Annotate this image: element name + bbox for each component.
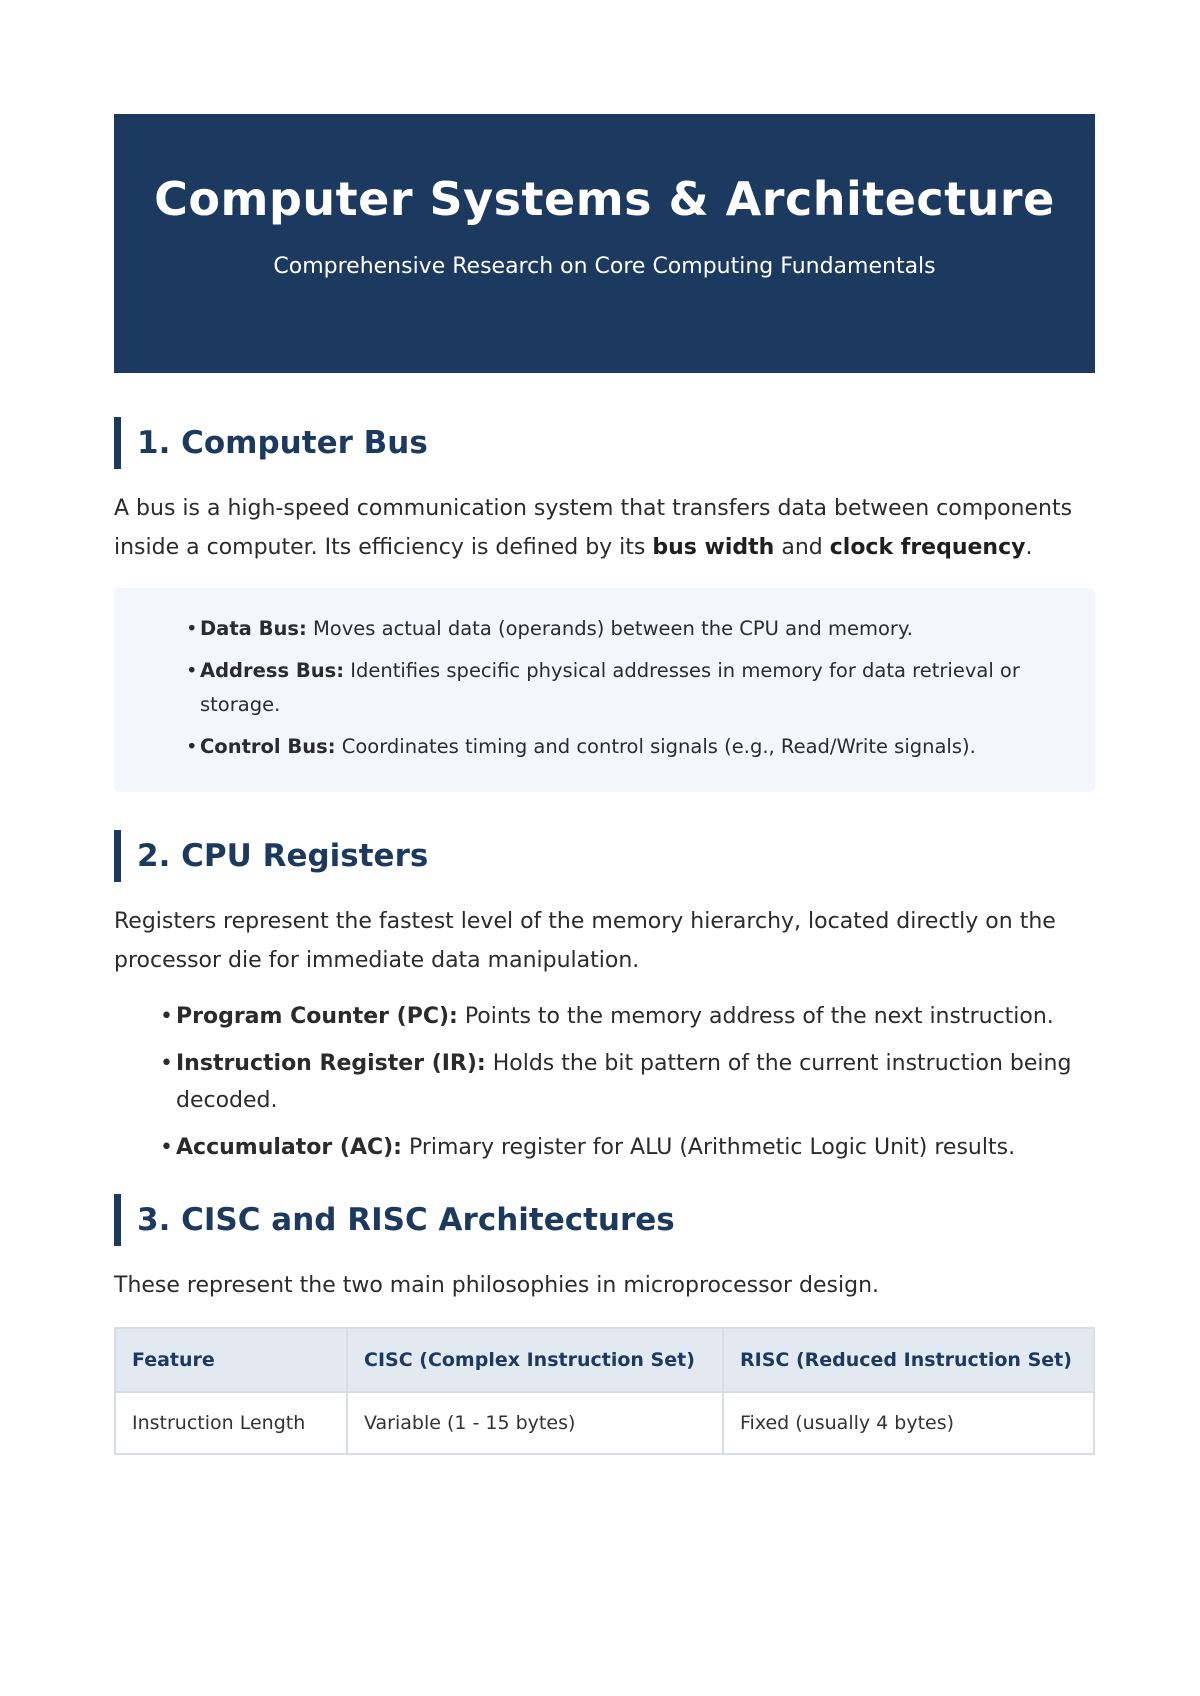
section-heading: 2. CPU Registers — [114, 830, 1095, 882]
section-computer-bus — [114, 417, 1095, 792]
intro-emphasis: bus width — [652, 535, 775, 560]
table-header-row — [115, 1328, 1094, 1392]
intro-text: . — [1025, 535, 1033, 560]
item-description: Points to the memory address of the next instruction. — [457, 1004, 1054, 1029]
column-header: CISC (Complex Instruction Set) — [347, 1328, 723, 1392]
item-term: Accumulator (AC): — [176, 1135, 402, 1160]
item-term: Instruction Register (IR): — [176, 1051, 486, 1076]
list-item — [186, 654, 1035, 722]
item-description: Identifies specific physical addresses in memory for data retrieval or storage. — [200, 659, 1020, 716]
title-banner — [114, 114, 1095, 373]
item-term: Program Counter (PC): — [176, 1004, 458, 1029]
list-item — [186, 730, 1035, 764]
section-heading: 3. CISC and RISC Architectures — [114, 1194, 1095, 1246]
column-header: Feature — [115, 1328, 347, 1392]
document-subtitle: Comprehensive Research on Core Computing Fundamentals — [273, 254, 936, 280]
item-description: Holds the bit pattern of the current instruction being decoded. — [176, 1051, 1072, 1113]
section-intro: These represent the two main philosophies in microprocessor design. — [114, 1273, 880, 1298]
item-description: Primary register for ALU (Arithmetic Logic Unit) results. — [401, 1135, 1016, 1160]
table-cell: Fixed (usually 4 bytes) — [723, 1392, 1094, 1454]
column-header: RISC (Reduced Instruction Set) — [723, 1328, 1094, 1392]
section-cpu-registers — [114, 830, 1095, 1166]
intro-text: and — [774, 535, 830, 560]
bus-types-box — [114, 588, 1095, 792]
bus-types-list — [186, 612, 1035, 764]
section-heading: 1. Computer Bus — [114, 417, 1095, 469]
document-title: Computer Systems & Architecture — [154, 172, 1055, 226]
table-cell: Variable (1 - 15 bytes) — [347, 1392, 723, 1454]
table-row — [115, 1392, 1094, 1454]
register-list — [114, 998, 1095, 1166]
item-term: Control Bus: — [200, 735, 336, 758]
item-term: Address Bus: — [200, 659, 345, 682]
section-cisc-risc — [114, 1194, 1095, 1455]
intro-emphasis: clock frequency — [829, 535, 1026, 560]
section-intro: Registers represent the fastest level of the memory hierarchy, located directly on the processor die for immediate data manipulation. — [114, 909, 1056, 973]
intro-text: A bus is a high-speed communication system that transfers data between components inside a computer. Its efficiency is defined by its — [114, 496, 1073, 560]
item-description: Coordinates timing and control signals (e.g., Read/Write signals). — [335, 735, 976, 758]
table-cell: Instruction Length — [115, 1392, 347, 1454]
item-term: Data Bus: — [200, 617, 307, 640]
item-description: Moves actual data (operands) between the CPU and memory. — [306, 617, 913, 640]
list-item — [160, 1129, 1095, 1166]
section-intro — [114, 489, 1089, 567]
list-item — [186, 612, 1035, 646]
list-item — [160, 1045, 1095, 1119]
architecture-comparison-table — [114, 1327, 1095, 1455]
list-item — [160, 998, 1095, 1035]
